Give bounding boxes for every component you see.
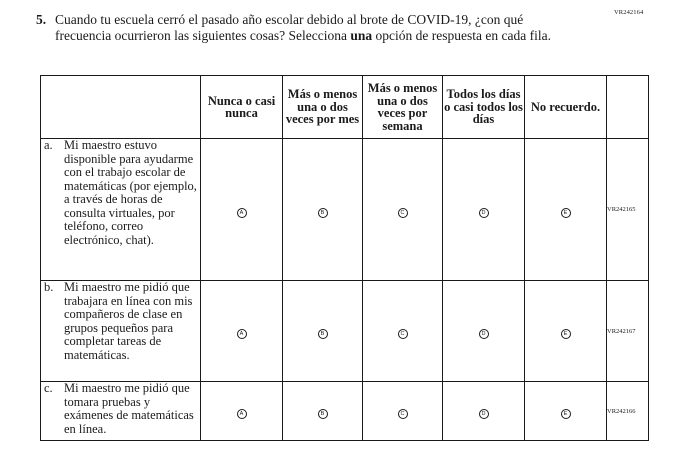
radio-option-a[interactable]: A [237, 208, 247, 218]
header-blank [41, 76, 201, 139]
option-cell [443, 139, 525, 281]
row-stem [41, 139, 201, 281]
col-header-c: Más o menos una o dos veces por semana [363, 76, 443, 139]
emphasis-una: una [350, 27, 373, 43]
row-code: VR242167 [607, 281, 649, 382]
col-header-b: Más o menos una o dos veces por mes [283, 76, 363, 139]
option-cell [525, 382, 607, 441]
header-row [41, 76, 649, 139]
row-code: VR242166 [607, 382, 649, 441]
option-cell [363, 139, 443, 281]
option-cell [201, 382, 283, 441]
radio-option-b[interactable]: B [318, 208, 328, 218]
radio-option-e[interactable]: E [561, 329, 571, 339]
header-code-blank [607, 76, 649, 139]
col-header-e: No recuerdo. [525, 76, 607, 139]
option-cell [363, 382, 443, 441]
option-cell [201, 139, 283, 281]
radio-option-e[interactable]: E [561, 208, 571, 218]
radio-option-d[interactable]: D [479, 329, 489, 339]
option-cell [283, 139, 363, 281]
row-code: VR242165 [607, 139, 649, 281]
col-header-a: Nunca o casi nunca [201, 76, 283, 139]
question-prompt [36, 12, 575, 43]
row-letter: c. [44, 381, 53, 395]
option-cell [443, 281, 525, 382]
response-grid [40, 75, 649, 441]
option-cell [283, 281, 363, 382]
radio-option-e[interactable]: E [561, 409, 571, 419]
row-stem [41, 281, 201, 382]
option-cell [363, 281, 443, 382]
table-row [41, 382, 649, 441]
table-row [41, 139, 649, 281]
row-letter: b. [44, 280, 54, 294]
option-cell [525, 139, 607, 281]
row-stem [41, 382, 201, 441]
table-row [41, 281, 649, 382]
row-text: Mi maestro me pidió que trabajara en línea con mis compañeros de clase en grupos pequeños para completar tareas de matemáticas. [64, 280, 193, 362]
radio-option-b[interactable]: B [318, 329, 328, 339]
question-text: Cuando tu escuela cerró el pasado año escolar debido al brote de COVID-19, ¿con qué frecuencia ocurrieron las siguientes cosas? Selecciona una opción de respuesta en cada fila. [55, 12, 551, 43]
option-cell [201, 281, 283, 382]
radio-option-d[interactable]: D [479, 409, 489, 419]
row-letter: a. [44, 138, 53, 152]
radio-option-c[interactable]: C [398, 329, 408, 339]
item-code-top: VR242164 [614, 9, 644, 16]
radio-option-c[interactable]: C [398, 409, 408, 419]
option-cell [443, 382, 525, 441]
row-text: Mi maestro estuvo disponible para ayudarme con el trabajo escolar de matemáticas (por ejemplo, a través de horas de consulta virtuales, por teléfono, correo electrónico, chat). [64, 138, 197, 247]
radio-option-d[interactable]: D [479, 208, 489, 218]
question-number: 5. [36, 12, 47, 27]
option-cell [283, 382, 363, 441]
radio-option-a[interactable]: A [237, 329, 247, 339]
option-cell [525, 281, 607, 382]
radio-option-b[interactable]: B [318, 409, 328, 419]
row-text: Mi maestro me pidió que tomara pruebas y exámenes de matemáticas en línea. [64, 381, 194, 436]
radio-option-a[interactable]: A [237, 409, 247, 419]
col-header-d: Todos los días o casi todos los días [443, 76, 525, 139]
radio-option-c[interactable]: C [398, 208, 408, 218]
